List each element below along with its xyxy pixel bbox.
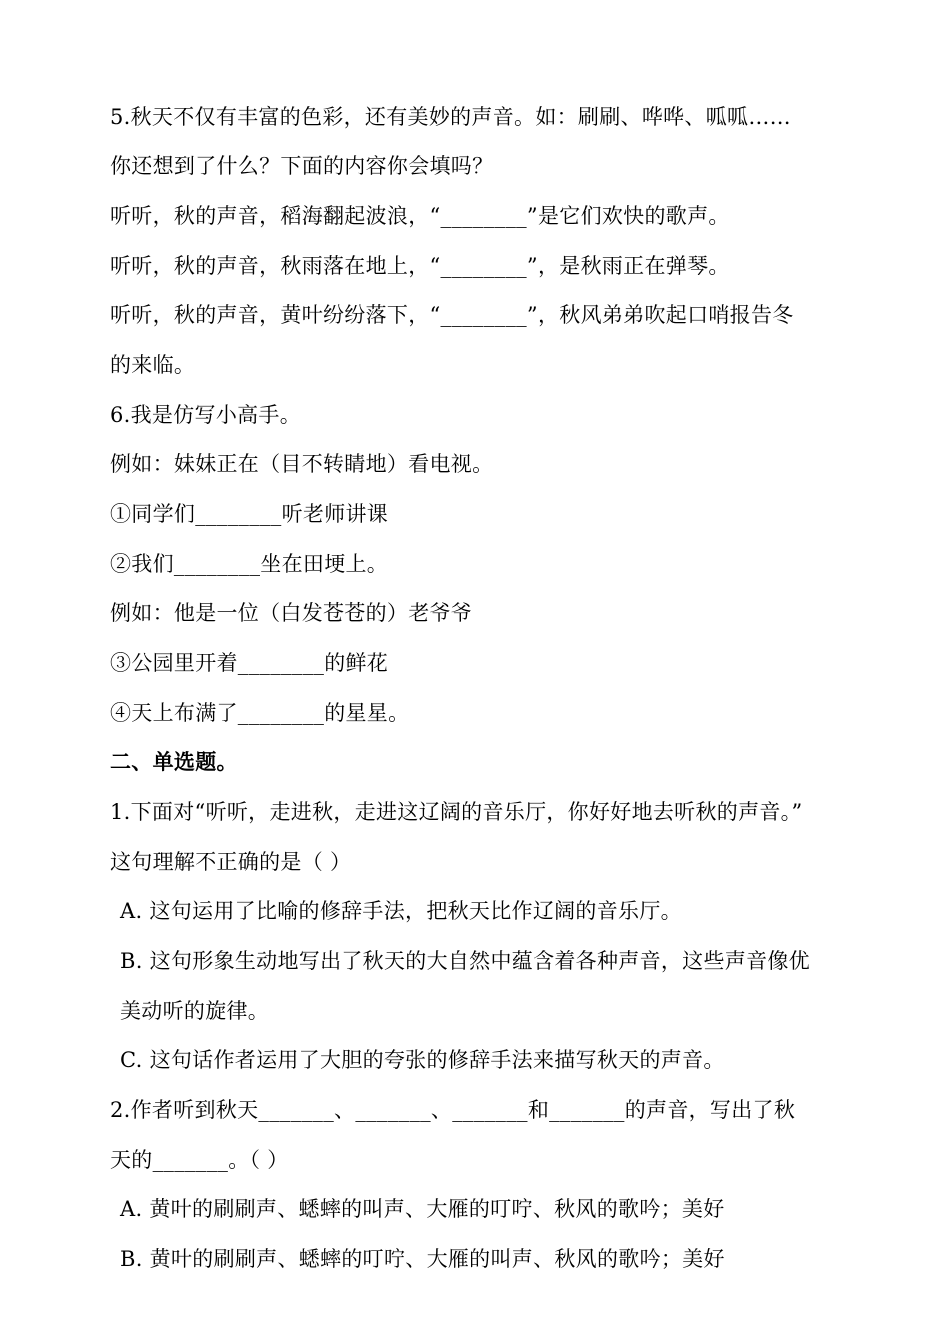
mc1-option-b-line-2: 美动听的旋律。 xyxy=(120,999,270,1023)
q5-fill-line-3-cont: 的来临。 xyxy=(110,353,196,377)
q6-title: 6.我是仿写小高手。 xyxy=(110,403,302,427)
q5-prompt-line-2: 你还想到了什么？下面的内容你会填吗？ xyxy=(110,154,494,178)
q5-fill-line-1: 听听，秋的声音，稻海翻起波浪，“________”是它们欢快的歌声。 xyxy=(110,204,730,228)
mc2-question-line-1: 2.作者听到秋天_______、_______、_______和_______的声音，写出了秋 xyxy=(110,1098,796,1122)
section-heading: 二、单选题。 xyxy=(110,749,238,774)
mc1-question-line-1: 1.下面对“听听，走进秋，走进这辽阔的音乐厅，你好好地去听秋的声音。” xyxy=(110,800,803,824)
q6-item-3: ③公园里开着________的鲜花 xyxy=(110,651,389,675)
q5-prompt-line-1: 5.秋天不仅有丰富的色彩，还有美妙的声音。如：刷刷、哗哗、呱呱…… xyxy=(110,105,791,129)
q6-item-1: ①同学们________听老师讲课 xyxy=(110,502,389,526)
mc1-option-c: C. 这句话作者运用了大胆的夸张的修辞手法来描写秋天的声音。 xyxy=(120,1048,725,1072)
mc1-option-a: A. 这句运用了比喻的修辞手法，把秋天比作辽阔的音乐厅。 xyxy=(120,899,682,923)
q6-item-4: ④天上布满了________的星星。 xyxy=(110,701,410,725)
mc2-option-b: B. 黄叶的刷刷声、蟋蟀的叮咛、大雁的叫声、秋风的歌吟；美好 xyxy=(120,1247,725,1271)
mc2-option-a: A. 黄叶的刷刷声、蟋蟀的叫声、大雁的叮咛、秋风的歌吟；美好 xyxy=(120,1197,725,1221)
mc2-question-line-2: 天的_______。（ ） xyxy=(110,1148,289,1172)
mc1-option-b-line-1: B. 这句形象生动地写出了秋天的大自然中蕴含着各种声音，这些声音像优 xyxy=(120,949,810,973)
q6-example-1: 例如：妹妹正在（目不转睛地）看电视。 xyxy=(110,452,494,476)
mc1-question-line-2: 这句理解不正确的是（ ） xyxy=(110,850,352,874)
q6-item-2: ②我们________坐在田埂上。 xyxy=(110,552,389,576)
q5-fill-line-2: 听听，秋的声音，秋雨落在地上，“________”，是秋雨正在弹琴。 xyxy=(110,254,730,278)
q6-example-2: 例如：他是一位（白发苍苍的）老爷爷 xyxy=(110,601,473,625)
q5-fill-line-3: 听听，秋的声音，黄叶纷纷落下，“________”，秋风弟弟吹起口哨报告冬 xyxy=(110,303,794,327)
